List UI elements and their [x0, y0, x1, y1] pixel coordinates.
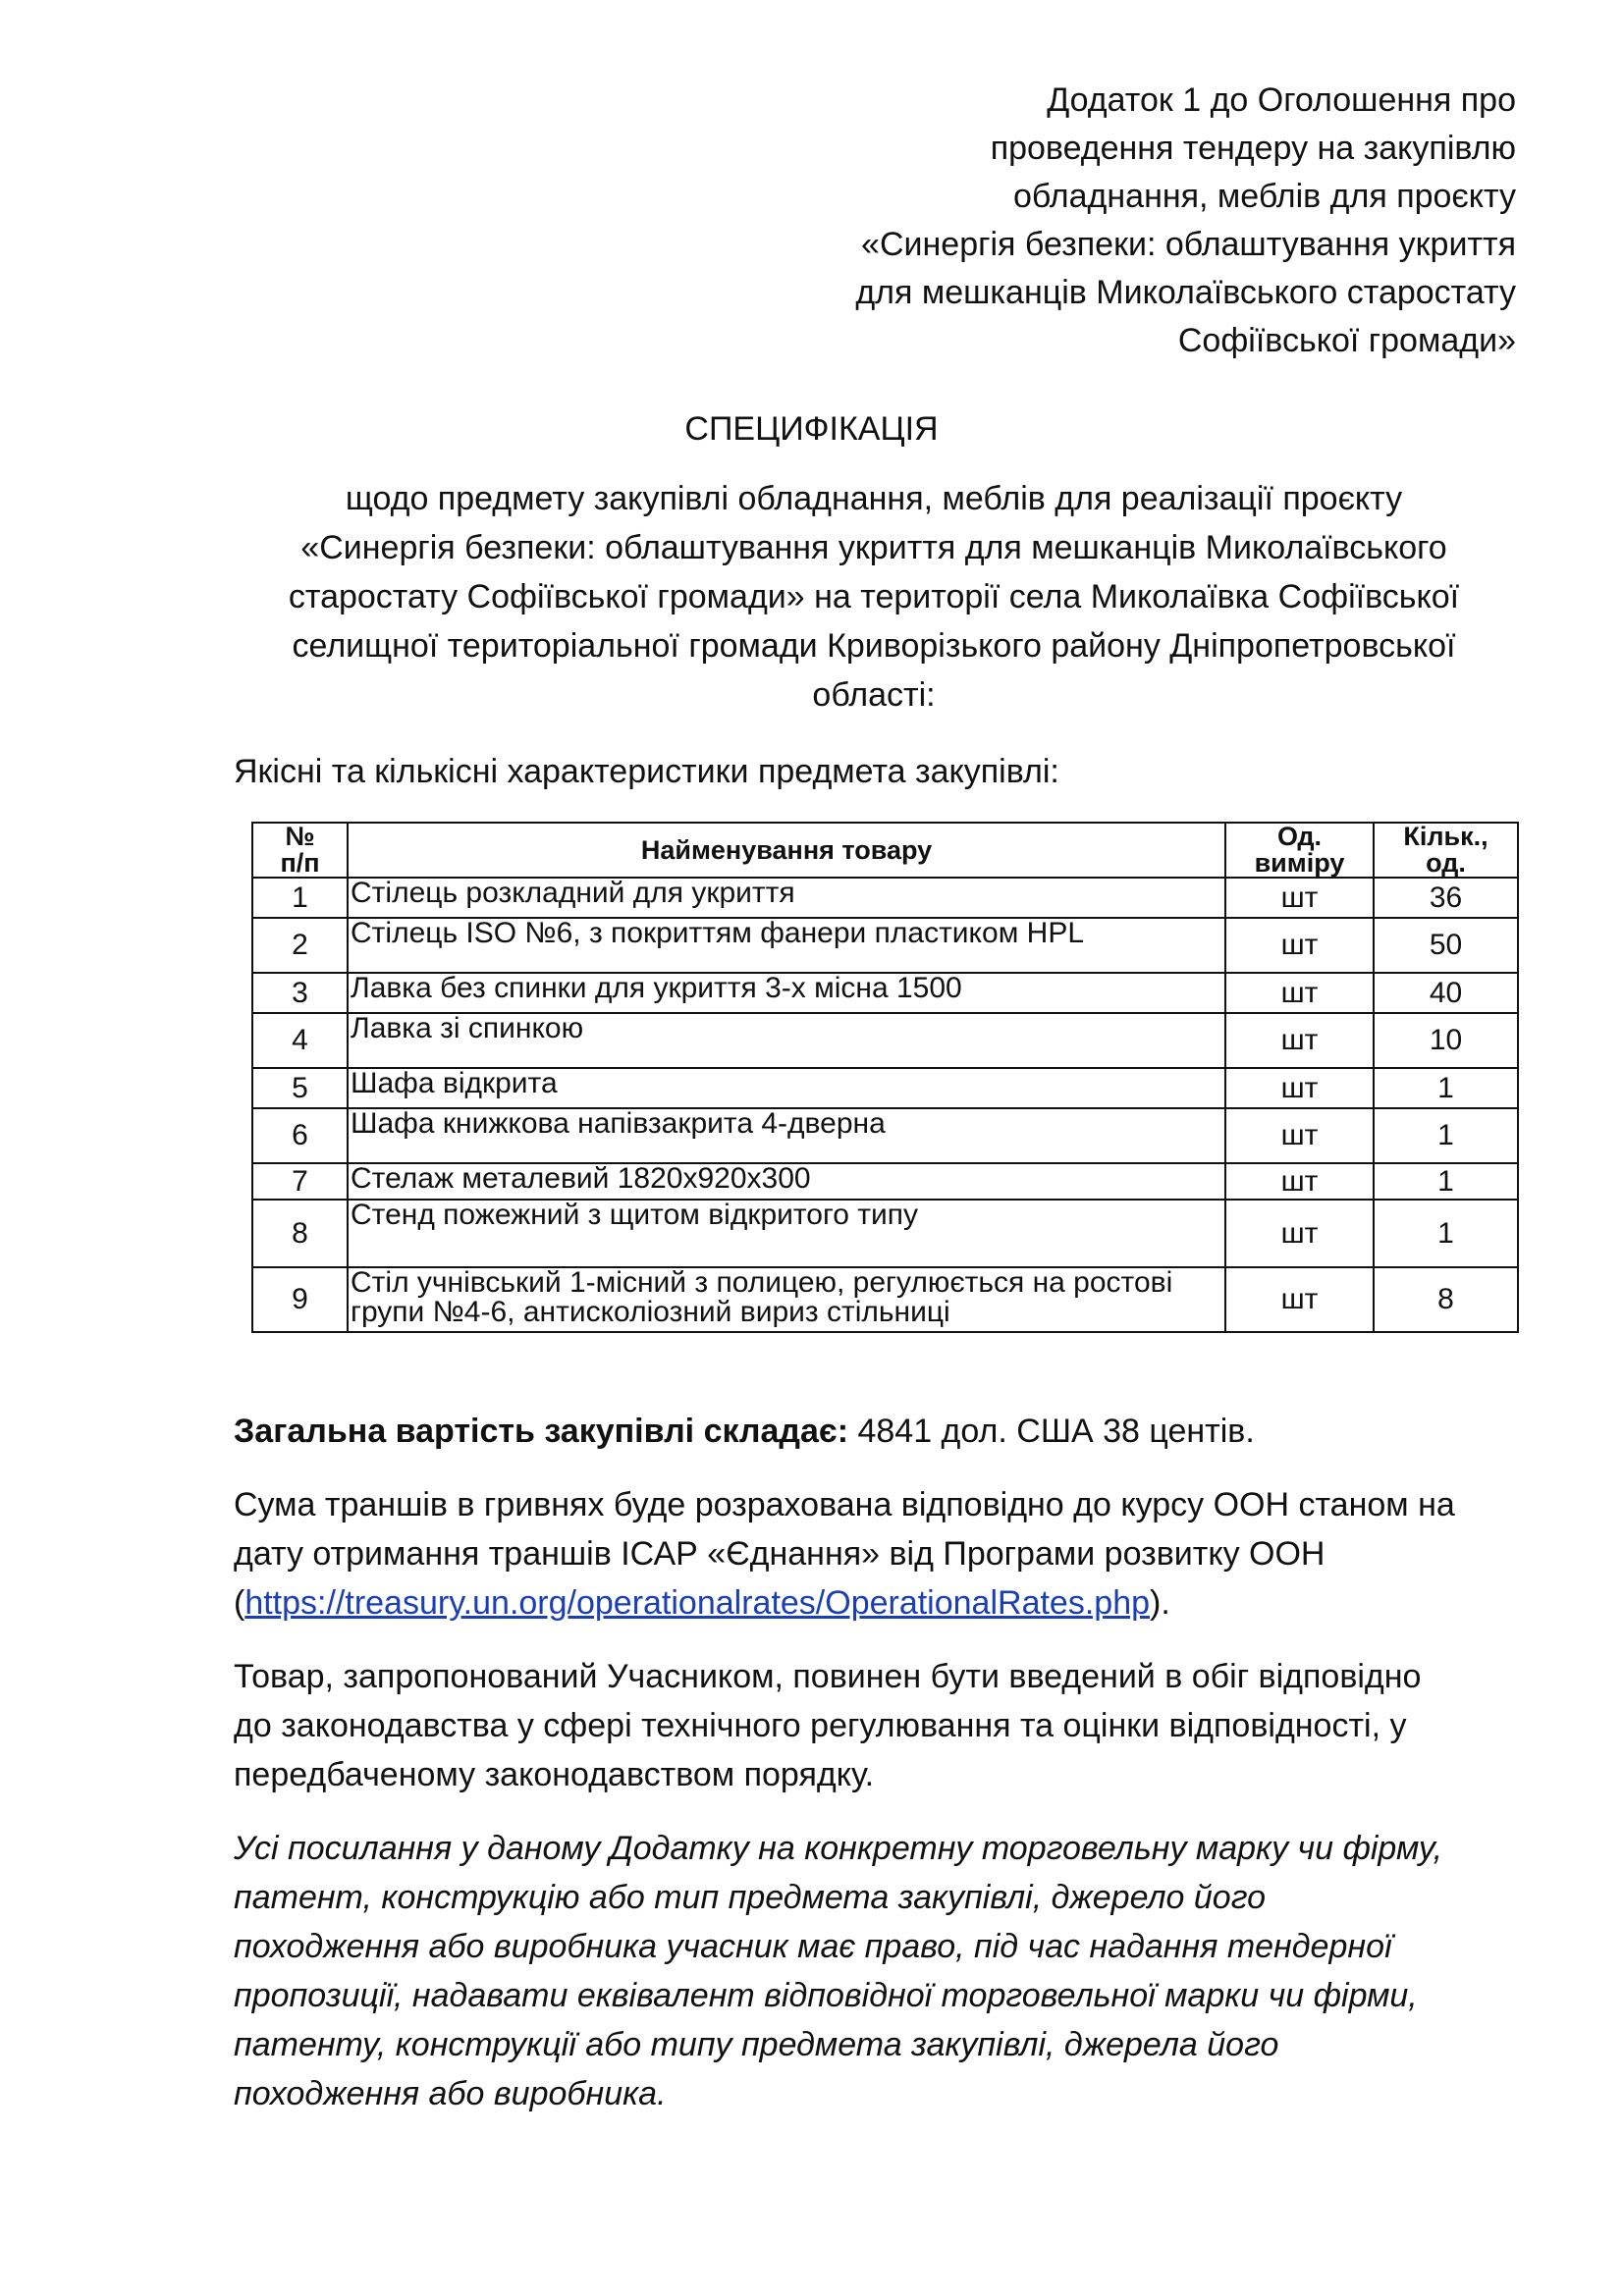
goods-paragraph [234, 1652, 1530, 1799]
row-name: Лавка зі спинкою [348, 1013, 1225, 1068]
document-title: СПЕЦИФІКАЦІЯ [684, 410, 939, 448]
table-row [252, 1013, 1518, 1068]
open-paren: ( [234, 1584, 245, 1622]
tranche-line: дату отримання траншів ІСАР «Єднання» від Програми розвитку ООН [234, 1535, 1325, 1573]
row-qty: 1 [1374, 1200, 1518, 1267]
references-line: походження або виробника учасник має право, під час надання тендерної [234, 1928, 1392, 1965]
tranche-paragraph [234, 1480, 1530, 1628]
row-name: Стелаж металевий 1820х920х300 [348, 1163, 1225, 1200]
annex-header-line: проведення тендеру на закупівлю [990, 130, 1516, 167]
table-row [252, 1108, 1518, 1163]
row-name: Стілець розкладний для укриття [348, 878, 1225, 918]
table-row [252, 1267, 1518, 1332]
row-num: 1 [252, 878, 348, 918]
row-name [348, 1267, 1225, 1332]
goods-line: Товар, запропонований Учасником, повинен бути введений в обіг відповідно [234, 1658, 1422, 1695]
table-header-row [252, 823, 1518, 878]
references-line: патент, конструкцію або тип предмета закупівлі, джерело його [234, 1879, 1267, 1916]
total-cost-value: 4841 дол. США 38 центів. [848, 1413, 1255, 1450]
row-unit: шт [1225, 918, 1374, 973]
subtitle-line: селищної територіальної громади Криворізького району Дніпропетровської [292, 627, 1456, 665]
goods-line: до законодавства у сфері технічного регулювання та оцінки відповідності, у [234, 1707, 1407, 1744]
row-qty: 8 [1374, 1267, 1518, 1332]
goods-line: передбаченому законодавством порядку. [234, 1756, 875, 1793]
header-qty: Кільк., од. [1374, 823, 1518, 878]
close-paren: ). [1150, 1584, 1170, 1622]
row-name: Шафа відкрита [348, 1068, 1225, 1108]
annex-header-line: Софіївської громади» [1177, 322, 1516, 359]
row-qty: 1 [1374, 1108, 1518, 1163]
row-qty: 36 [1374, 878, 1518, 918]
row-num: 5 [252, 1068, 348, 1108]
row-name: Лавка без спинки для укриття 3-х місна 1500 [348, 973, 1225, 1013]
annex-header-line: для мешканців Миколаївського старостату [855, 274, 1516, 311]
header-name: Найменування товару [348, 823, 1225, 878]
row-unit: шт [1225, 973, 1374, 1013]
annex-header-line: Додаток 1 до Оголошення про [1047, 81, 1516, 119]
row-unit: шт [1225, 1068, 1374, 1108]
row-unit: шт [1225, 878, 1374, 918]
subtitle-line: старостату Софіївської громади» на території села Миколаївка Софіївської [288, 578, 1460, 615]
specification-table [251, 822, 1519, 1333]
table-row [252, 973, 1518, 1013]
table-caption: Якісні та кількісні характеристики предмета закупівлі: [234, 753, 1059, 790]
references-line: Усі посилання у даному Додатку на конкретну торговельну марку чи фірму, [234, 1830, 1443, 1867]
row-num: 3 [252, 973, 348, 1013]
row-unit: шт [1225, 1200, 1374, 1267]
subtitle-line: області: [812, 676, 936, 714]
document-subtitle [226, 474, 1522, 720]
row-num: 9 [252, 1267, 348, 1332]
table-row [252, 1163, 1518, 1200]
table-row [252, 1200, 1518, 1267]
row-qty: 1 [1374, 1068, 1518, 1108]
tranche-line: Сума траншів в гривнях буде розрахована відповідно до курсу ООН станом на [234, 1486, 1455, 1523]
table-row [252, 918, 1518, 973]
subtitle-line: «Синергія безпеки: облаштування укриття для мешканців Миколаївського [300, 529, 1447, 566]
references-line: походження або виробника. [234, 2075, 667, 2112]
row-qty: 1 [1374, 1163, 1518, 1200]
un-rates-link[interactable]: https://treasury.un.org/operationalrates/OperationalRates.php [244, 1584, 1151, 1622]
annex-header [632, 77, 1516, 365]
table-row [252, 878, 1518, 918]
annex-header-line: обладнання, меблів для проєкту [1012, 178, 1516, 215]
row-unit: шт [1225, 1163, 1374, 1200]
row-name: Шафа книжкова напівзакрита 4-дверна [348, 1108, 1225, 1163]
row-name-line: групи №4-6, антисколіозний вириз стільниці [351, 1296, 950, 1328]
row-unit: шт [1225, 1013, 1374, 1068]
row-num: 6 [252, 1108, 348, 1163]
row-name: Стілець ISO №6, з покриттям фанери пластиком HPL [348, 918, 1225, 973]
header-unit: Од. виміру [1225, 823, 1374, 878]
row-num: 7 [252, 1163, 348, 1200]
table-row [252, 1068, 1518, 1108]
row-num: 8 [252, 1200, 348, 1267]
header-num: № п/п [252, 823, 348, 878]
row-num: 4 [252, 1013, 348, 1068]
row-unit: шт [1225, 1267, 1374, 1332]
references-paragraph [234, 1824, 1530, 2118]
row-unit: шт [1225, 1108, 1374, 1163]
references-line: патенту, конструкції або типу предмета закупівлі, джерела його [234, 2026, 1279, 2063]
references-line: пропозиції, надавати еквівалент відповідної торговельної марки чи фірми, [234, 1977, 1418, 2014]
subtitle-line: щодо предмету закупівлі обладнання, меблів для реалізації проєкту [345, 480, 1403, 517]
annex-header-line: «Синергія безпеки: облаштування укриття [861, 226, 1516, 263]
row-qty: 50 [1374, 918, 1518, 973]
row-qty: 10 [1374, 1013, 1518, 1068]
row-num: 2 [252, 918, 348, 973]
row-qty: 40 [1374, 973, 1518, 1013]
row-name-line: Стіл учнівський 1-місний з полицею, регулюється на ростові [351, 1266, 1173, 1299]
total-cost-label: Загальна вартість закупівлі складає: [234, 1413, 849, 1450]
row-name: Стенд пожежний з щитом відкритого типу [348, 1200, 1225, 1267]
total-cost-paragraph [234, 1407, 1530, 1456]
